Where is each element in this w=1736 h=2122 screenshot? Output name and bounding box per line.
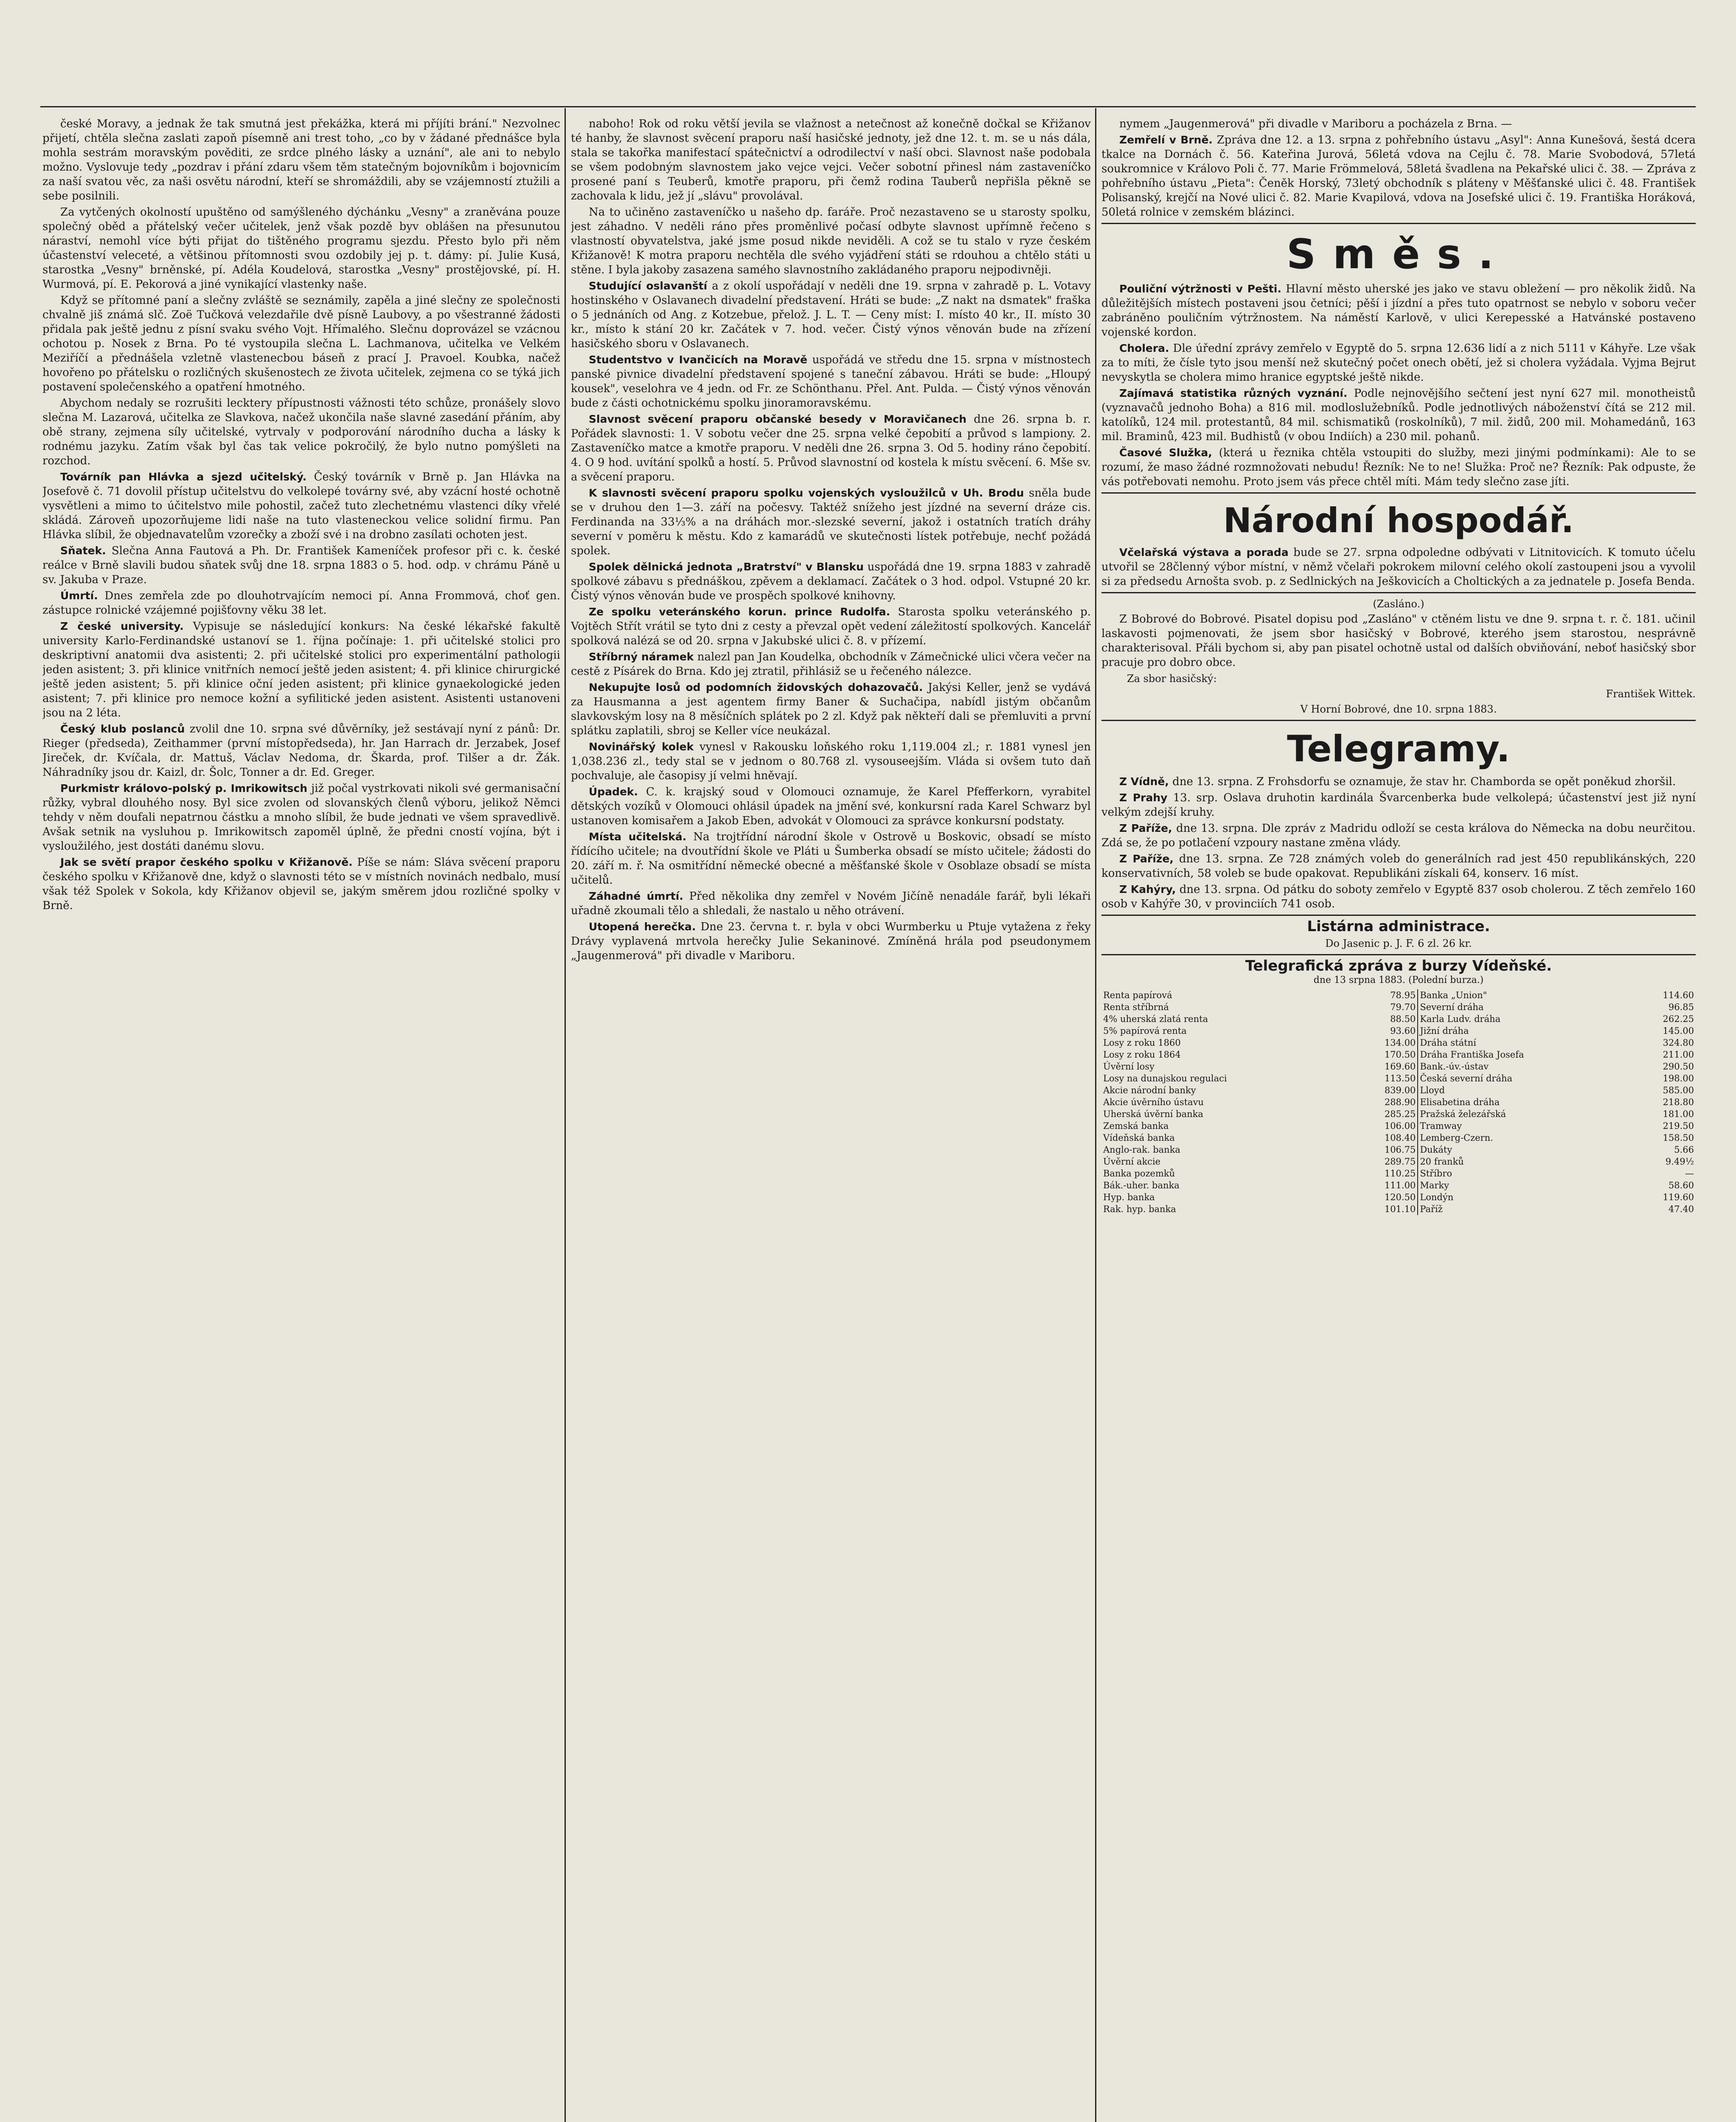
bourse-item-value: 114.60	[1663, 990, 1694, 1000]
section-rule	[1101, 592, 1696, 593]
article-headline: Pouliční výtržnosti v Pešti.	[1119, 283, 1281, 295]
article-headline: Jak se světí prapor českého spolku v Křižanově.	[60, 856, 353, 868]
bourse-item-name: Lloyd	[1418, 1084, 1628, 1096]
article-text: Když se přítomné paní a slečny zvláště se seznámily, zapěla a jiné slečny ze společnosti chvalně jiš známá slč. Zoë Tučková velezdařile dvě písně Laubovy, a po všestranné žádosti přidala pak ještě jednu z písní svaku svého Vojt. Hřímalého. Slečnu doprovázel se vzácnou ochotou p. Nosek z Brna. Po té vystoupila slečna L. Lachmanova, učitelka ve Velkém Meziříčí a přednášela vzletně vlastenecbou báseň z prací J. Pravoel. Koubka, načež hovořeno po přátelsku o rozličných skušenostech ze života učitelek, zejmena co se týká jich postavení společenského a opatření hmotného.	[42, 294, 560, 393]
bourse-item-value: 134.00	[1384, 1038, 1416, 1048]
article-paragraph	[571, 740, 1091, 783]
article-paragraph	[42, 722, 560, 780]
article-headline: Studující oslavanští	[589, 280, 708, 292]
article-paragraph	[571, 785, 1091, 828]
bourse-item-name: 5% papírová renta	[1103, 1026, 1187, 1036]
article-text: bude se 27. srpna odpoledne odbývati v Litnitovicích. K tomuto účelu utvořil se 28členný výbor místní, v němž včelaři pokrokem milovní celého okolí zastoupeni jsou a vyvolil si za předsedu Arnošta svob. p. z Sedlnických na Ješkovicích a Choltických a za jednatele p. Josefa Benda.	[1101, 546, 1696, 588]
article-headline: Z Kahýry,	[1119, 883, 1176, 895]
bourse-item-name: Dukáty	[1418, 1144, 1628, 1156]
bourse-row	[1101, 989, 1696, 1001]
article-headline: Z Paříže,	[1119, 822, 1172, 834]
article-paragraph	[42, 117, 560, 203]
bourse-item-name: Úvěrní losy	[1103, 1061, 1155, 1072]
bourse-item-value: 290.50	[1663, 1061, 1694, 1072]
article-text: Dle úřední zprávy zemřelo v Egyptě do 5. srpna 12.636 lidí a z nich 5111 v Káhyře. Lze však za to míti, že čísle tyto jsou menší než skutečný počet onech obětí, jež si cholera vyžádala. Vyjma Bejrut nevyskytla se cholera mimo hranice egyptské ještě nikde.	[1101, 342, 1696, 384]
bourse-item-name: 20 franků	[1418, 1156, 1628, 1168]
article-paragraph	[42, 396, 560, 468]
bourse-item-value: 324.80	[1663, 1038, 1694, 1048]
bourse-item-value: 106.00	[1384, 1121, 1416, 1131]
article-text: C. k. krajský soud v Olomouci oznamuje, že Karel Pfefferkorn, vyrabitel dětských vozíků v Olomouci ohlásil úpadek na jmění své, konkursní rada Karel Schwarz byl ustanoven komisařem a Jakob Eben, advokát v Olomouci za správce konkursní podstaty.	[571, 786, 1091, 827]
article-paragraph	[571, 560, 1091, 603]
section-rule	[1101, 915, 1696, 916]
article-headline: Český klub poslanců	[60, 723, 185, 735]
bourse-row	[1101, 1072, 1696, 1084]
bourse-item-value: 219.50	[1663, 1121, 1694, 1131]
article-text: uspořádá dne 19. srpna 1883 v zahradě spolkové zábavu s přednáškou, zpěvem a deklamací. Začátek o 3 hod. odpol. Vstupné 20 kr. Čistý výnos věnován bude ve prospěch spolkové knihovny.	[571, 561, 1091, 602]
article-paragraph	[571, 353, 1091, 410]
article-paragraph	[1101, 386, 1696, 444]
bourse-item-name: Bák.-uher. banka	[1103, 1180, 1180, 1190]
article-paragraph	[571, 205, 1091, 277]
article-text: Zpráva dne 12. a 13. srpna z pohřebního ústavu „Asyl": Anna Kunešová, šestá dcera tkalce na Dornách č. 56. Kateřina Jurová, 56letá vdova na Cejlu č. 78. Marie Svobodová, 57letá soukromnice v Královo Poli č. 77. Marie Frömmelová, 58letá švadlena na Pekařské ulici č. 38. — Zpráva z pohřebního ústavu „Pieta": Čeněk Horský, 73letý obchodník s pláteny v Měšťanské ulici č. 48. František Polisanský, krejčí na Nové ulici č. 82. Marie Kvapilová, vdova na Josefské ulici č. 19. Františka Horáková, 50letá rolnice v zemském blázinci.	[1101, 134, 1696, 219]
bourse-item-value: 88.50	[1390, 1014, 1416, 1024]
article-paragraph	[42, 619, 560, 720]
zaslano-text: Z Bobrové do Bobrové. Pisatel dopisu pod „Zasláno" v ctěném listu ve dne 9. srpna t. r. č. 181. učinil laskavosti pojmenovati, že jsem sbor hasičský v Bobrové, kterého jsem starostou, nesprávně charakterisoval. Přáli bychom si, aby pan pisatel ochotně ustal od dalších obviňování, neboť hasičský sbor pracuje pro dobro obce.	[1101, 613, 1696, 669]
bourse-row	[1101, 1156, 1696, 1168]
bourse-row	[1101, 1084, 1696, 1096]
section-rule	[1101, 492, 1696, 494]
article-headline: Včelařská výstava a porada	[1119, 546, 1289, 559]
bourse-date: dne 13 srpna 1883. (Polední burza.)	[1313, 975, 1484, 985]
bourse-item-name: Rak. hyp. banka	[1103, 1204, 1176, 1214]
article-text: vynesl v Rakousku loňského roku 1,119.004 zl.; r. 1881 vynesl jen 1,038.236 zl., tedy stal se v jednom o 80.768 zl. vysouseejším. Vláda si ovšem tuto daň pochvaluje, ale časopisy jí velmi hněvají.	[571, 741, 1091, 782]
bourse-row	[1101, 1037, 1696, 1049]
article-headline: Cholera.	[1119, 342, 1169, 354]
article-text: české Moravy, a jednak že tak smutná jest překážka, která mi příjíti brání." Nezvolnec přijetí, chtěla slečna zaslati zapoň písemně ani trest toho, „co by v žádané přednášce byla mohla sestrám moravským pověditi, ze srdce plného lásky a uznání", ale ani to nebylo možno. Vyslovuje tedy „pozdrav i přání zdaru všem těm statečným bojovníkům i bojovnicím za naší svatou věc, za naši osvětu národní, kteří se shromáždili, aby se vzájemností ztužili a sebe posilnili.	[42, 118, 560, 202]
article-headline: Stříbrný náramek	[589, 651, 694, 663]
article-paragraph	[1101, 545, 1696, 589]
bourse-item-value: 5.66	[1674, 1145, 1694, 1155]
article-headline: Časové Služka,	[1119, 446, 1212, 459]
bourse-item-value: —	[1685, 1168, 1694, 1179]
article-paragraph	[571, 117, 1091, 203]
bourse-item-value: 9.49½	[1665, 1156, 1694, 1167]
bourse-item-name: Akcie národní banky	[1103, 1085, 1196, 1095]
bourse-item-value: 96.85	[1668, 1002, 1694, 1012]
article-paragraph	[42, 470, 560, 542]
bourse-table	[1101, 989, 1696, 1215]
article-text: (která u řeznika chtěla vstoupiti do služby, mezi jinými podmínkami): Ale to se rozumí, že maso žádné rozmnožovati nebudu! Řezník: Ne to ne! Služka: Proč ne? Řezník: Pak odpuste, že vás potřebovati nemohu. Proto jsem vás přece chtěl míti. Mám tedy slečno zase jíti.	[1101, 446, 1696, 488]
article-paragraph	[1101, 852, 1696, 881]
article-paragraph	[42, 589, 560, 618]
column-3	[1101, 117, 1696, 2122]
bourse-item-name: Zemská banka	[1103, 1121, 1169, 1131]
bourse-item-value: 198.00	[1663, 1073, 1694, 1083]
bourse-item-name: Banka „Union"	[1418, 989, 1628, 1001]
article-paragraph	[1101, 446, 1696, 489]
article-text: Starosta spolku veteránského p. Vojtěch Střít vrátil se tyto dni z cesty a převzal opět vedení záležitostí spolkových. Kancelář spolková nalézá se od 20. srpna v Jakubské ulici č. 8. v přízemí.	[571, 606, 1091, 647]
bourse-item-value: 288.90	[1384, 1097, 1416, 1107]
hospodar-section	[1101, 545, 1696, 589]
article-headline: Zemřelí v Brně.	[1119, 134, 1213, 146]
article-paragraph	[42, 544, 560, 587]
article-text: sněla bude se v druhou den 1—3. září na počesvy. Taktéž snížeho jest jízdné na severní dráze cis. Ferdinanda na 33⅓% a na dráhách mor.-slezské severní, jakož i ostatních tratích dráhy severní v poměru k městu. Kdo z kamarádů ve skutečnosti lístek potřebuje, nechť požádá spolek.	[571, 487, 1091, 557]
bourse-row	[1101, 1120, 1696, 1132]
bourse-item-value: 111.00	[1384, 1180, 1416, 1190]
deaths-section	[1101, 117, 1696, 219]
article-text: Abychom nedaly se rozrušiti lecktery přípustnosti vážnosti této schůze, pronášely slovo slečna M. Lazarová, učitelka ze Slavkova, načež ukončila naše slavné zasedání přáním, aby obě strany, zejmena síly učitelské, vytrvaly v podporování národního ducha a lásky k rodnému jazyku. Zatím však byl čas tak velice pokročilý, že bylo nutno pomýšleti na rozchod.	[42, 397, 560, 467]
article-headline: Záhadné úmrtí.	[589, 890, 683, 902]
article-paragraph	[1101, 117, 1696, 131]
article-headline: Místa učitelská.	[589, 831, 687, 843]
article-text: dne 13. srpna. Dle zpráv z Madridu odloží se cesta králova do Německa na dobu neurčitou. Zdá se, že po potlačení vzpoury nastane změna vlády.	[1101, 822, 1696, 849]
bourse-row	[1101, 1203, 1696, 1215]
bourse-row	[1101, 1108, 1696, 1120]
listarna-text: Do Jasenic p. J. F. 6 zl. 26 kr.	[1325, 937, 1472, 949]
section-rule	[1101, 223, 1696, 224]
article-text: Hlavní město uherské jes jako ve stavu obležení — pro několik židů. Na důležitějších místech postaveni jsou četníci; pěší i jízdní a přes tuto opatrnost se nebylo v soboru večer zabráněno pouličním výtržnostem. Na náměstí Karlově, v ulici Kerepesské a Hatvánské postaveno vojenské kordon.	[1101, 283, 1696, 339]
zaslano-sign-name: František Wittek.	[1606, 688, 1696, 700]
column-divider-right	[1095, 108, 1096, 2122]
bourse-item-value: 285.25	[1384, 1109, 1416, 1119]
article-paragraph	[1101, 775, 1696, 789]
article-text: a z okolí uspořádají v neděli dne 19. srpna v zahradě p. L. Votavy hostinského v Oslavanech divadelní představení. Hráti se bude: „Z nakt na dsmatek" fraška o 5 jednáních od Ang. z Kotzebue, přelož. J. L. T. — Ceny míst: I. místo 40 kr., II. místo 30 kr., místo k stání 20 kr. Začátek v 7. hod. večer. Čistý výnos věnován bude na zřízení hasičského sboru v Oslavanech.	[571, 280, 1091, 350]
article-headline: Zajímavá statistika různých vyznání.	[1119, 387, 1348, 399]
bourse-row	[1101, 1132, 1696, 1144]
article-text: zvolil dne 10. srpna své důvěrníky, jež sestávají nyní z pánů: Dr. Rieger (předseda), Zeithammer (první místopředseda), hr. Jan Harrach dr. Jerzabek, Josef Jireček, dr. Kvíčala, dr. Mattuš, Václav Nedoma, dr. Škarda, prof. Tilšer a dr. Žák. Náhradníky jsou dr. Kaizl, dr. Šolc, Tonner a dr. Ed. Greger.	[42, 723, 560, 779]
article-text: Dnes zemřela zde po dlouhotrvajícím nemoci pí. Anna Frommová, choť gen. zástupce rolnické vzájemné pojišťovny věku 38 let.	[42, 589, 560, 617]
article-paragraph	[1101, 791, 1696, 820]
bourse-row	[1101, 1144, 1696, 1156]
bourse-item-name: Renta papírová	[1103, 990, 1172, 1000]
bourse-item-value: 93.60	[1390, 1026, 1416, 1036]
bourse-item-value: 145.00	[1663, 1026, 1694, 1036]
bourse-item-name: Paříž	[1418, 1203, 1628, 1215]
article-text: Podle nejnovějšího sečtení jest nyní 627 mil. monotheistů (vyznavačů jednoho Boha) a 816 mil. modloslužebníků. Podle jednotlivých náboženství čítá se 212 mil. katolíků, 124 mil. protestantů, 84 mil. schismatiků (roskolníků), 7 mil. židů, 200 mil. Mohamedánů, 163 mil. Braminů, 423 mil. Budhistů (v obou Indiích) a 230 mil. pohanů.	[1101, 387, 1696, 443]
bourse-item-value: 110.25	[1384, 1168, 1416, 1179]
bourse-item-name: Dráha státní	[1418, 1037, 1628, 1049]
bourse-item-value: 585.00	[1663, 1085, 1694, 1095]
section-title-smes: Směs.	[1287, 230, 1511, 278]
bourse-item-value: 101.10	[1384, 1204, 1416, 1214]
article-paragraph	[1101, 341, 1696, 385]
bourse-item-value: 108.40	[1384, 1133, 1416, 1143]
article-paragraph	[571, 680, 1091, 738]
article-headline: Ze spolku veteránského korun. prince Rudolfa.	[589, 606, 890, 618]
article-headline: Studentstvo v Ivančicích na Moravě	[589, 354, 808, 366]
article-paragraph	[571, 486, 1091, 558]
bourse-item-value: 839.00	[1384, 1085, 1416, 1095]
article-headline: Nekupujte losů od podomních židovských dohazovačů.	[589, 681, 923, 693]
article-text: dne 13. srpna. Ze 728 známých voleb do generálních rad jest 450 republikánských, 220 konservativních, 58 voleb se bude opakovat. Republikáni získali 64, konserv. 16 míst.	[1101, 853, 1696, 880]
bourse-item-name: Severní dráha	[1418, 1001, 1628, 1013]
article-text: 13. srp. Oslava druhotin kardinála Švarcenberka bude velkolepá; účastenství jest již nyní velkým zdejší kruhy.	[1101, 792, 1696, 819]
bourse-item-value: 169.60	[1384, 1061, 1416, 1072]
article-headline: Z Prahy	[1119, 792, 1168, 804]
zaslano-title: (Zasláno.)	[1373, 598, 1424, 610]
bourse-item-name: Londýn	[1418, 1191, 1628, 1203]
column-2	[571, 117, 1091, 2122]
bourse-item-name: Lemberg-Czern.	[1418, 1132, 1628, 1144]
article-text: Píše se nám: Sláva svěcení praporu českého spolku v Křižanově dne, když o slavnosti této se v místních novinách nedbalo, musí však též Spolek v Sokola, kdy Křižanov objevil se, jakým směrem jdou rozličné spolky v Brně.	[42, 856, 560, 912]
article-paragraph	[571, 412, 1091, 484]
bourse-item-value: 47.40	[1668, 1204, 1694, 1214]
article-paragraph	[42, 781, 560, 853]
bourse-item-name: Jižní dráha	[1418, 1025, 1628, 1037]
article-text: Dne 23. června t. r. byla v obci Wurmberku u Ptuje vytažena z řeky Drávy vyplavená mrtvola herečky Julie Sekaninové. Zmíněná hrála pod pseudonymem „Jaugenmerová" při divadle v Mariboru.	[571, 921, 1091, 962]
zaslano-place: V Horní Bobrové, dne 10. srpna 1883.	[1300, 703, 1497, 715]
article-text: Před několika dny zemřel v Novém Jičíně nenadále farář, byli lékaři uřadně zkoumali tělo a shledali, že nastalo u něho otrávení.	[571, 890, 1091, 917]
top-rule	[40, 106, 1696, 107]
article-paragraph	[1101, 282, 1696, 340]
article-text: naboho! Rok od roku větší jevila se vlažnost a netečnost až konečně dočkal se Křižanov té hanby, že slavnost svěcení praporu naší hasičské jednoty, jež dne 12. t. m. se u nás dála, stala se takořka manifestací spátečnictví a odrodilectví v naší obci. Slavnost naše podobala se všem podobným slavnostem jako vejce vejci. Večer sobotní přinesl nám zastaveníčko prosené paní s Teuberů, kmotře praporu, při čemž rodina Tauberů nepřišla pěkně se zachovala k lidu, jež jí „slávu" provolával.	[571, 118, 1091, 202]
article-headline: K slavnosti svěcení praporu spolku vojenských vysloužilců v Uh. Brodu	[589, 487, 1024, 499]
bourse-item-name: Česká severní dráha	[1418, 1072, 1628, 1084]
bourse-item-value: 113.50	[1384, 1073, 1416, 1083]
bourse-row	[1101, 1061, 1696, 1072]
article-paragraph	[1101, 821, 1696, 850]
bourse-item-name: Banka pozemků	[1103, 1168, 1175, 1179]
section-title-hospodar: Národní hospodář.	[1223, 501, 1574, 540]
bourse-item-name: Losy z roku 1864	[1103, 1050, 1181, 1060]
article-text: nymem „Jaugenmerová" při divadle v Mariboru a pocházela z Brna. —	[1119, 118, 1512, 130]
article-headline: Slavnost svěcení praporu občanské besedy v Moravičanech	[589, 413, 966, 425]
bourse-item-name: Losy na dunajskou regulaci	[1103, 1073, 1227, 1083]
bourse-row	[1101, 1025, 1696, 1037]
bourse-row	[1101, 1049, 1696, 1061]
article-headline: Sňatek.	[60, 545, 106, 557]
bourse-item-name: Karla Ludv. dráha	[1418, 1013, 1628, 1025]
smes-section	[1101, 282, 1696, 489]
bourse-item-value: 181.00	[1663, 1109, 1694, 1119]
bourse-row	[1101, 1168, 1696, 1179]
article-headline: Z české university.	[60, 620, 184, 632]
article-headline: Továrník pan Hlávka a sjezd učitelský.	[60, 471, 307, 483]
bourse-item-name: Tramway	[1418, 1120, 1628, 1132]
bourse-item-value: 119.60	[1663, 1192, 1694, 1202]
bourse-item-name: Anglo-rak. banka	[1103, 1145, 1180, 1155]
article-text: dne 26. srpna b. r. Pořádek slavnosti: 1. V sobotu večer dne 25. srpna velké čepobití a průvod s lampiony. 2. Zastaveníčko matce a kmotře praporu. V neděli dne 26. srpna 3. Od 5. hodiny ráno čepobití. 4. O 9 hod. uvítání spolků a hostí. 5. Průvod slavnostní od kostela k místu svěcení. 6. Mše sv. a svěcení praporu.	[571, 413, 1091, 483]
bourse-item-name: Uherská úvěrní banka	[1103, 1109, 1203, 1119]
bourse-item-value: 106.75	[1384, 1145, 1416, 1155]
article-text: Český továrník v Brně p. Jan Hlávka na Josefově č. 71 dovolil přístup učitelstvu do velkolepé továrny své, aby vzácní hosté ochotně vysvětleni a mimo to účitelstvo mile pohostil, začež tuto zlechetnému vlastenci díky vřelé skládá. Zároveň upozorňujeme lidi naše na tuto vlasteneckou velice solidní firmu. Pan Hlávka slíbil, že objednavatelům vzorečky a zboží své i na drobno zasílati ochoten jest.	[42, 471, 560, 541]
article-paragraph	[571, 605, 1091, 648]
article-paragraph	[571, 920, 1091, 963]
bourse-item-name: Hyp. banka	[1103, 1192, 1155, 1202]
section-rule	[1101, 720, 1696, 721]
article-paragraph	[1101, 882, 1696, 911]
article-headline: Úmrtí.	[60, 589, 98, 602]
bourse-item-value: 158.50	[1663, 1133, 1694, 1143]
bourse-item-name: Elisabetina dráha	[1418, 1096, 1628, 1108]
article-paragraph	[571, 650, 1091, 679]
article-paragraph	[42, 855, 560, 913]
bourse-item-name: Bank.-úv.-ústav	[1418, 1061, 1628, 1072]
article-paragraph	[1101, 133, 1696, 219]
bourse-item-value: 289.75	[1384, 1156, 1416, 1167]
section-rule	[1101, 954, 1696, 955]
article-text: dne 13. srpna. Z Frohsdorfu se oznamuje, že stav hr. Chamborda se opět poněkud zhoršil.	[1172, 775, 1676, 788]
section-title-telegramy: Telegramy.	[1287, 728, 1510, 770]
bourse-item-name: Akcie úvěrního ústavu	[1103, 1097, 1204, 1107]
article-headline: Novinářský kolek	[589, 741, 694, 753]
bourse-item-name: Dráha Františka Josefa	[1418, 1049, 1628, 1061]
article-headline: Utopená herečka.	[589, 921, 696, 933]
article-text: již počal vystrkovati nikoli své germanisační růžky, vybral dlouhého nosy. Byl sice zvolen od slovanských členů výboru, jelikož Němci tehdy v něm doufali nepatrnou částku a mnoho slíbil, že bude jednati ve všem spravedlivě. Avšak setnik na vysluhou p. Imrikowitsch zapoměl úplně, že předni cností vojína, být i vysloužilého, jest dostáti danému slovu.	[42, 782, 560, 853]
article-headline: Z Vídně,	[1119, 775, 1169, 788]
bourse-item-name: Pražská železářská	[1418, 1108, 1628, 1120]
article-headline: Úpadek.	[589, 786, 638, 798]
bourse-title: Telegrafická zpráva z burzy Vídeňské.	[1245, 957, 1552, 974]
bourse-item-name: Marky	[1418, 1179, 1628, 1191]
bourse-row	[1101, 1179, 1696, 1191]
bourse-item-value: 78.95	[1390, 990, 1416, 1000]
article-text: dne 13. srpna. Od pátku do soboty zemřelo v Egyptě 837 osob cholerou. Z těch zemřelo 160 osob v Kahýře 30, v provinciích 741 osob.	[1101, 883, 1696, 910]
listarna-title: Listárna administrace.	[1307, 918, 1490, 935]
bourse-row	[1101, 1001, 1696, 1013]
article-text: Na trojtřídní národní škole v Ostrově u Boskovic, obsadí se místo řídícího učitele; na dvoutřídní škole ve Pláti u Šumberka obsadí se místo učitele; žádosti do 20. září m. ř. Na osmitřídní německé obecné a měšťanské škole v Osoblaze obsadí se místa učitelů.	[571, 831, 1091, 887]
bourse-item-name: Vídeňská banka	[1103, 1133, 1175, 1143]
bourse-item-value: 58.60	[1668, 1180, 1694, 1190]
column-1	[42, 117, 560, 2122]
article-text: Vypisuje se následující konkurs: Na české lékařské fakultě university Karlo-Ferdinandské ustanoví se 1. října počínaje: 1. při učitelské stolici pro deskriptivní anatomii dva asistenti; 2. při učitelské stolici pro experimentální pathologii jeden asistent; 3. při klinice vnitřních nemocí ještě jeden asistent; 4. při klinice chirurgické ještě jeden asistent; 5. při klinice oční jeden asistent; při klinice gynaekologické jeden asistent; 7. při klinice pro nemoce kožní a syfilitické jeden asistent. Asistenti ustanoveni jsou na 2 léta.	[42, 620, 560, 719]
bourse-item-value: 211.00	[1663, 1050, 1694, 1060]
article-paragraph	[42, 293, 560, 394]
bourse-item-value: 79.70	[1390, 1002, 1416, 1012]
bourse-item-value: 218.80	[1663, 1097, 1694, 1107]
article-text: Slečna Anna Fautová a Ph. Dr. František Kameníček profesor při c. k. české reálce v Brně slavili budou sňatek svůj dne 18. srpna 1883 o 5. hod. odp. v chrámu Páně u sv. Jakuba v Praze.	[42, 545, 560, 586]
article-headline: Purkmistr královo-polský p. Imrikowitsch	[60, 782, 308, 794]
article-headline: Spolek dělnická jednota „Bratrství" v Blansku	[589, 561, 864, 573]
zaslano-sign-label: Za sbor hasičský:	[1127, 673, 1217, 685]
article-text: nalezl pan Jan Koudelka, obchodník v Zámečnické ulici včera večer na cestě z Písárek do Brna. Kdo jej ztratil, přihlásiž se u řečeného nálezce.	[571, 651, 1091, 678]
article-text: Na to učiněno zastaveníčko u našeho dp. faráře. Proč nezastaveno se u starosty spolku, jest záhadno. V neděli ráno přes proměnlivé počasí odbyte slavnost upřímně řečeno s vlastností obyvatelstva, jaké jsme posud nikde neviděli. A což se tu stalo v ryze českém Křižanově! K motra praporu nechtěla dle svého vyjádření státi se rdouhou a chtělo státi u stěne. I byla jakoby zasazena samého slavnostního zakládaného praporu nejpodivněji.	[571, 206, 1091, 276]
bourse-item-name: Renta stříbrná	[1103, 1002, 1169, 1012]
bourse-item-value: 170.50	[1384, 1050, 1416, 1060]
article-paragraph	[571, 830, 1091, 887]
article-text: uspořádá ve středu dne 15. srpna v místnostech panské pivnice divadelní představení spojené s taneční zábavou. Hráti se bude: „Hloupý kousek", veselohra ve 4 jedn. od Fr. ze Schönthanu. Přel. Ant. Pulda. — Čistý výnos věnován bude z části ochotnickému spolku jinoramoravskému.	[571, 354, 1091, 410]
bourse-row	[1101, 1191, 1696, 1203]
bourse-row	[1101, 1013, 1696, 1025]
article-headline: Z Paříže,	[1119, 853, 1174, 865]
telegramy-section	[1101, 775, 1696, 911]
bourse-item-name: Stříbro	[1418, 1168, 1628, 1179]
column-divider-left	[565, 108, 566, 2122]
bourse-item-name: Losy z roku 1860	[1103, 1038, 1181, 1048]
article-text: Jakýsi Keller, jenž se vydává za Hausmanna a jest agentem firmy Baner & Suchačipa, nabídl jistým občanům slavkovským losy na 8 měsíčních splátek po 2 zl. Když pak někteří dali se přemluviti a první splátku zaplatili, sbroj se Keller více neukázal.	[571, 681, 1091, 737]
bourse-item-name: Úvěrní akcie	[1103, 1156, 1161, 1167]
article-paragraph	[571, 279, 1091, 351]
article-text: Za vytčených okolností upuštěno od samýšleného dýchánku „Vesny" a zraněvána pouze společný oběd a přátelský večer učitelek, jenž však pozdě byv oblášen na přesunutou náraství, nemohl více býti přijat do tištěného programu sjezdu. Přesto bylo při něm účastenství veleceté, a většinou přítomnosti svou ozdobily jej p. t. dámy: pí. Julie Kusá, starostka „Vesny" brněnské, pí. Adéla Koudelová, starostka „Vesny" prostějovské, pí. H. Wurmová, pí. E. Pekorová a jiné vynikající vlastenky naše.	[42, 206, 560, 291]
bourse-item-value: 120.50	[1384, 1192, 1416, 1202]
article-paragraph	[571, 889, 1091, 918]
bourse-item-name: 4% uherská zlatá renta	[1103, 1014, 1208, 1024]
bourse-row	[1101, 1096, 1696, 1108]
article-paragraph	[42, 205, 560, 292]
bourse-item-value: 262.25	[1663, 1014, 1694, 1024]
